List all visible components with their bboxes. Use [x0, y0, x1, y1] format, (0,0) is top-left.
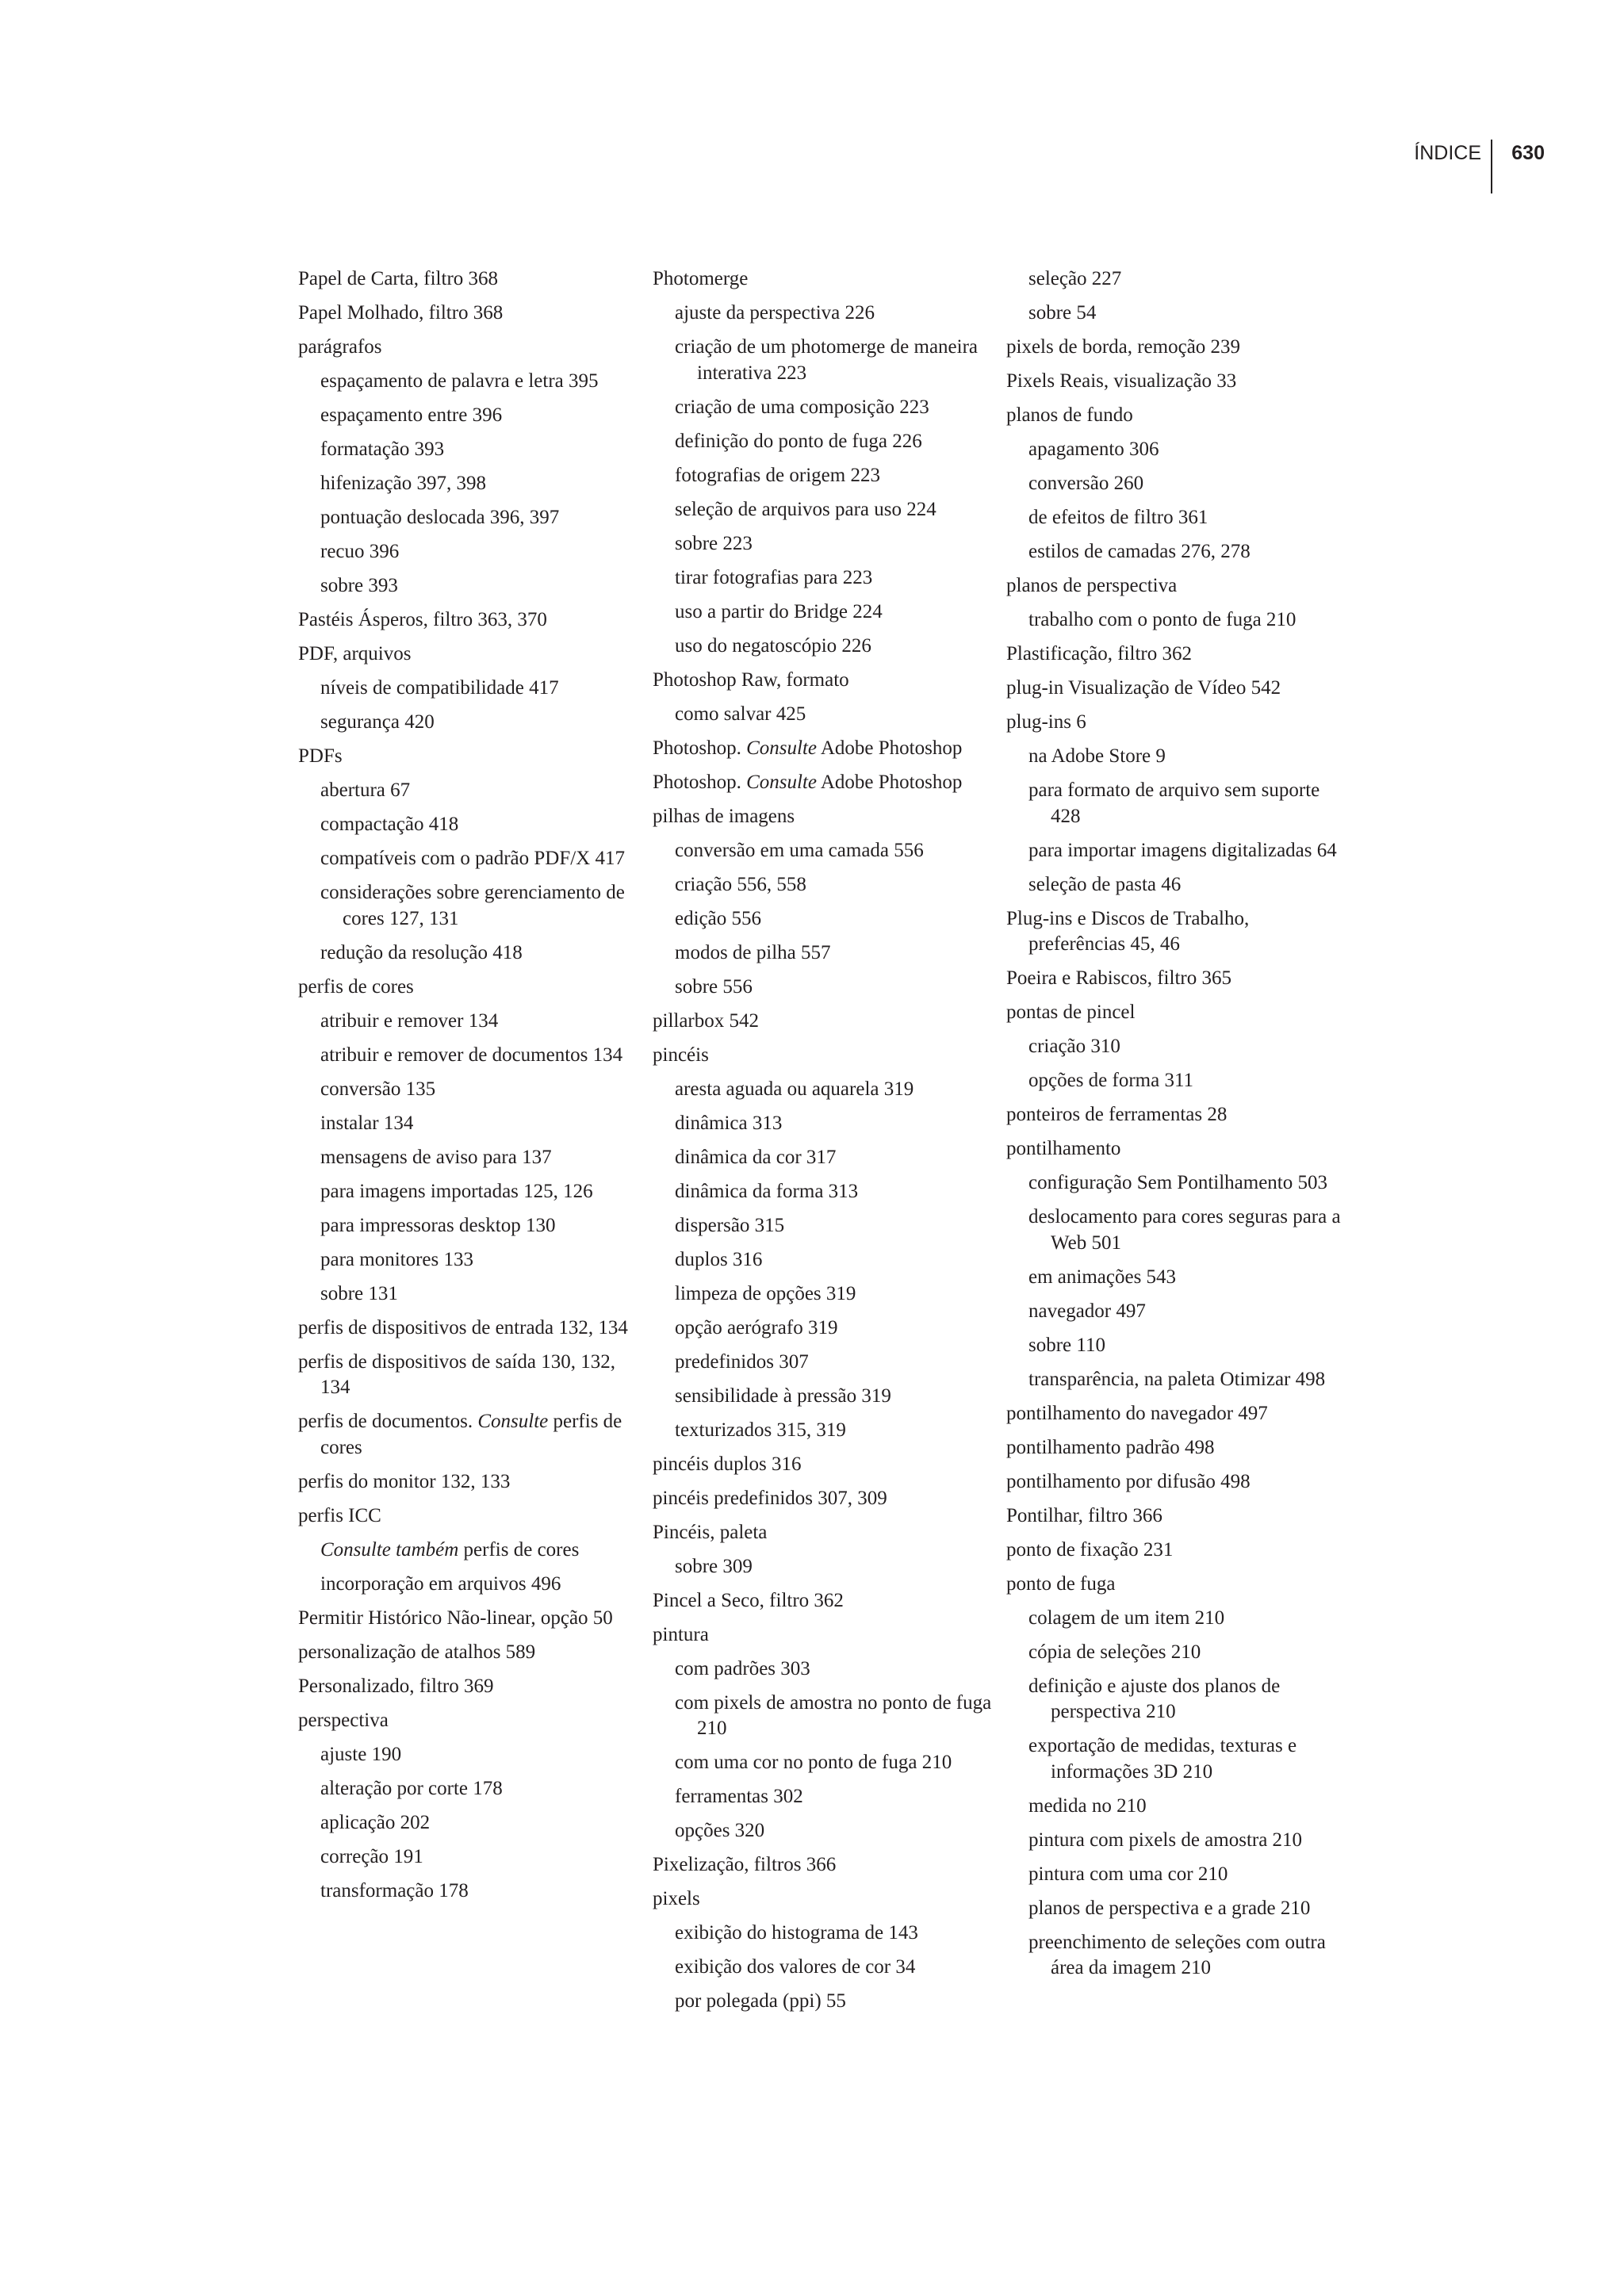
entry-text: pilhas de imagens: [653, 805, 795, 827]
index-subentry: [675, 1691, 994, 1742]
entry-text: sobre 131: [320, 1282, 398, 1304]
index-subentry: [675, 429, 994, 455]
entry-text: dinâmica 313: [675, 1112, 783, 1134]
entry-text: criação de uma composição 223: [675, 396, 929, 418]
index-subentry: [320, 880, 639, 932]
entry-text: ajuste da perspectiva 226: [675, 302, 875, 324]
entry-text: como salvar 425: [675, 703, 806, 725]
entry-text: Photoshop.: [653, 737, 747, 759]
index-entry: [298, 1606, 639, 1632]
entry-text: perfis de dispositivos de saída 130, 132, 134: [298, 1350, 615, 1398]
index-subentry: [1028, 1333, 1347, 1359]
index-subentry: [320, 812, 639, 838]
entry-text: mensagens de aviso para 137: [320, 1146, 552, 1168]
entry-text: por polegada (ppi) 55: [675, 1990, 846, 2012]
entry-text: planos de fundo: [1006, 404, 1133, 426]
entry-text: correção 191: [320, 1845, 423, 1867]
entry-text: Pixelização, filtros 366: [653, 1854, 837, 1875]
entry-text: pintura com pixels de amostra 210: [1028, 1829, 1303, 1851]
index-subentry: [1028, 1068, 1347, 1094]
entry-text: Plastificação, filtro 362: [1006, 643, 1192, 664]
index-subentry: [1028, 1674, 1347, 1725]
entry-text: seleção de pasta 46: [1028, 873, 1182, 895]
entry-text: aplicação 202: [320, 1811, 431, 1833]
index-subentry: [675, 906, 994, 933]
entry-text: perfis de documentos.: [298, 1411, 478, 1432]
entry-text: pincéis: [653, 1044, 709, 1066]
index-subentry: [675, 1784, 994, 1810]
cross-reference: Consulte: [746, 737, 817, 759]
index-entry: [298, 335, 639, 361]
index-subentry: [675, 1656, 994, 1683]
index-subentry: [1028, 607, 1347, 634]
index-entry: [1006, 641, 1347, 668]
index-subentry: [675, 599, 994, 626]
entry-text: preenchimento de seleções com outra área da imagem 210: [1028, 1931, 1326, 1978]
entry-text: pixels de borda, remoção 239: [1006, 336, 1241, 358]
entry-text: colagem de um item 210: [1028, 1607, 1225, 1629]
index-subentry: [320, 1538, 639, 1564]
entry-text: pillarbox 542: [653, 1009, 760, 1032]
index-column-1: [298, 266, 639, 1913]
index-subentry: [1028, 744, 1347, 770]
index-subentry: [675, 1316, 994, 1342]
entry-text: pontilhamento por difusão 498: [1006, 1470, 1251, 1492]
entry-text: plug-ins 6: [1006, 711, 1086, 733]
entry-text: espaçamento entre 396: [320, 404, 503, 426]
entry-text: opções 320: [675, 1820, 765, 1841]
index-subentry: [320, 539, 639, 565]
entry-text: ponteiros de ferramentas 28: [1006, 1104, 1228, 1125]
entry-text: definição e ajuste dos planos de perspectiva 210: [1028, 1675, 1281, 1722]
entry-text-cont: perfis de cores: [458, 1538, 580, 1561]
index-entry: [653, 266, 994, 293]
entry-text: conversão 260: [1028, 473, 1144, 494]
entry-text: para monitores 133: [320, 1248, 474, 1270]
index-subentry: [675, 1554, 994, 1580]
entry-text: apagamento 306: [1028, 439, 1159, 460]
entry-text: trabalho com o ponto de fuga 210: [1028, 609, 1297, 630]
index-subentry: [320, 1009, 639, 1035]
entry-text-cont: perfis de cores: [320, 1411, 622, 1458]
entry-text: sobre 110: [1028, 1334, 1105, 1356]
entry-text: navegador 497: [1028, 1300, 1146, 1322]
index-subentry: [1028, 778, 1347, 829]
index-subentry: [1028, 1794, 1347, 1820]
index-entry: [1006, 573, 1347, 599]
index-subentry: [675, 531, 994, 557]
entry-text: abertura 67: [320, 779, 411, 801]
entry-text: Permitir Histórico Não-linear, opção 50: [298, 1607, 613, 1629]
entry-text: para imagens importadas 125, 126: [320, 1180, 593, 1202]
entry-text: fotografias de origem 223: [675, 464, 880, 486]
index-entry: [653, 770, 994, 796]
index-subentry: [1028, 1265, 1347, 1291]
index-subentry: [320, 437, 639, 463]
index-subentry: [320, 1043, 639, 1069]
entry-text: medida no 210: [1028, 1794, 1147, 1817]
header-divider: [1491, 140, 1492, 193]
entry-text: compactação 418: [320, 814, 459, 835]
entry-text: dispersão 315: [675, 1214, 785, 1236]
entry-text: com padrões 303: [675, 1657, 810, 1679]
section-title: ÍNDICE: [1414, 142, 1481, 164]
entry-text: para impressoras desktop 130: [320, 1214, 556, 1236]
entry-text: compatíveis com o padrão PDF/X 417: [320, 848, 625, 869]
entry-text: configuração Sem Pontilhamento 503: [1028, 1172, 1328, 1193]
index-entry: [298, 1503, 639, 1530]
index-entry: [1006, 676, 1347, 702]
index-entry: [298, 744, 639, 770]
index-entry: [1006, 1136, 1347, 1162]
index-subentry: [1028, 1367, 1347, 1393]
index-entry: [298, 1640, 639, 1666]
index-subentry: [320, 403, 639, 429]
entry-text: com uma cor no ponto de fuga 210: [675, 1752, 952, 1773]
index-subentry: [675, 702, 994, 728]
entry-text: Pincéis, paleta: [653, 1521, 768, 1543]
entry-text: modos de pilha 557: [675, 941, 831, 963]
index-entry: [298, 1316, 639, 1342]
index-subentry: [1028, 1896, 1347, 1922]
index-entry: [1006, 966, 1347, 992]
entry-text: níveis de compatibilidade 417: [320, 677, 559, 699]
index-subentry: [1028, 1606, 1347, 1632]
entry-text: ponto de fuga: [1006, 1572, 1116, 1595]
entry-text: duplos 316: [675, 1248, 763, 1270]
index-subentry: [320, 1179, 639, 1205]
entry-text: para importar imagens digitalizadas 64: [1028, 839, 1337, 861]
index-subentry: [675, 1077, 994, 1103]
index-entry: [298, 1409, 639, 1461]
index-subentry: [675, 497, 994, 523]
entry-text: personalização de atalhos 589: [298, 1641, 536, 1663]
index-subentry: [1028, 301, 1347, 327]
index-subentry: [320, 1742, 639, 1768]
entry-text: pontuação deslocada 396, 397: [320, 507, 560, 528]
entry-text: segurança 420: [320, 711, 435, 733]
entry-text: aresta aguada ou aquarela 319: [675, 1078, 914, 1100]
entry-text: Photoshop.: [653, 771, 747, 793]
index-entry: [1006, 1401, 1347, 1427]
index-entry: [1006, 403, 1347, 429]
entry-text: deslocamento para cores seguras para a Web 501: [1028, 1206, 1341, 1254]
entry-text: Photomerge: [653, 268, 749, 289]
index-subentry: [320, 369, 639, 395]
index-entry: [653, 1486, 994, 1512]
index-subentry: [675, 395, 994, 421]
entry-text: ponto de fixação 231: [1006, 1538, 1174, 1561]
index-entry: [298, 607, 639, 634]
index-subentry: [1028, 471, 1347, 497]
cross-reference: Consulte: [477, 1411, 549, 1432]
entry-text-cont: Adobe Photoshop: [817, 771, 963, 793]
entry-text: estilos de camadas 276, 278: [1028, 541, 1251, 562]
index-entry: [653, 668, 994, 694]
index-entry: [1006, 1000, 1347, 1026]
entry-text: exibição do histograma de 143: [675, 1922, 918, 1944]
index-subentry: [675, 1213, 994, 1239]
entry-text: redução da resolução 418: [320, 941, 523, 963]
entry-text: Papel de Carta, filtro 368: [298, 268, 499, 289]
entry-text: exportação de medidas, texturas e informações 3D 210: [1028, 1735, 1297, 1783]
index-subentry: [320, 710, 639, 736]
index-subentry: [1028, 539, 1347, 565]
entry-text: definição do ponto de fuga 226: [675, 430, 922, 452]
index-entry: [653, 1588, 994, 1614]
entry-text: ajuste 190: [320, 1743, 402, 1765]
entry-text: planos de perspectiva: [1006, 575, 1178, 596]
entry-text: com pixels de amostra no ponto de fuga 210: [675, 1691, 992, 1739]
entry-text: criação de um photomerge de maneira interativa 223: [675, 336, 979, 384]
entry-text: Pincel a Seco, filtro 362: [653, 1589, 844, 1611]
index-subentry: [320, 1111, 639, 1137]
entry-text: pintura: [653, 1623, 709, 1645]
index-subentry: [320, 1281, 639, 1308]
index-subentry: [320, 1776, 639, 1802]
index-subentry: [675, 1750, 994, 1776]
index-entry: [298, 1708, 639, 1734]
cross-reference: Consulte: [746, 771, 817, 793]
entry-text: atribuir e remover 134: [320, 1009, 499, 1032]
index-subentry: [675, 1818, 994, 1844]
entry-text: pontilhamento padrão 498: [1006, 1436, 1215, 1458]
entry-text: pontilhamento do navegador 497: [1006, 1402, 1268, 1424]
index-subentry: [1028, 505, 1347, 531]
index-entry: [1006, 710, 1347, 736]
entry-text: instalar 134: [320, 1112, 414, 1134]
index-subentry: [675, 975, 994, 1001]
entry-text: sobre 54: [1028, 302, 1097, 324]
entry-text: Pontilhar, filtro 366: [1006, 1504, 1162, 1526]
entry-text: pontas de pincel: [1006, 1001, 1136, 1023]
entry-text: Plug-ins e Discos de Trabalho, preferências 45, 46: [1006, 907, 1250, 955]
entry-text: Papel Molhado, filtro 368: [298, 302, 504, 324]
entry-text: alteração por corte 178: [320, 1777, 503, 1799]
entry-text: recuo 396: [320, 541, 400, 562]
entry-text: texturizados 315, 319: [675, 1419, 846, 1441]
index-subentry: [1028, 266, 1347, 293]
entry-text: perspectiva: [298, 1709, 389, 1731]
index-subentry: [675, 565, 994, 592]
index-subentry: [675, 872, 994, 898]
index-subentry: [675, 1179, 994, 1205]
index-subentry: [320, 940, 639, 967]
entry-text: criação 310: [1028, 1036, 1120, 1057]
entry-text: dinâmica da cor 317: [675, 1146, 837, 1168]
index-subentry: [675, 463, 994, 489]
index-subentry: [675, 1955, 994, 1981]
index-subentry: [320, 1572, 639, 1598]
entry-text: edição 556: [675, 907, 761, 929]
entry-text: atribuir e remover de documentos 134: [320, 1044, 623, 1066]
index-subentry: [675, 1384, 994, 1410]
index-subentry: [1028, 1640, 1347, 1666]
index-entry: [1006, 335, 1347, 361]
entry-text: criação 556, 558: [675, 873, 806, 895]
index-subentry: [675, 1350, 994, 1376]
index-subentry: [675, 1989, 994, 2015]
index-subentry: [320, 1145, 639, 1171]
entry-text: sobre 309: [675, 1555, 753, 1577]
entry-text: pincéis duplos 316: [653, 1453, 802, 1475]
index-subentry: [320, 1878, 639, 1905]
index-subentry: [1028, 1204, 1347, 1256]
index-column-3: [1006, 266, 1347, 1990]
index-subentry: [675, 838, 994, 864]
index-subentry: [320, 1844, 639, 1871]
entry-text-cont: Adobe Photoshop: [817, 737, 963, 759]
entry-text: cópia de seleções 210: [1028, 1641, 1201, 1663]
index-subentry: [1028, 1930, 1347, 1982]
index-entry: [653, 736, 994, 762]
entry-text: em animações 543: [1028, 1266, 1177, 1288]
index-entry: [653, 1520, 994, 1546]
index-subentry: [675, 1111, 994, 1137]
entry-text: opções de forma 311: [1028, 1070, 1194, 1091]
entry-text: parágrafos: [298, 336, 382, 358]
index-entry: [1006, 1538, 1347, 1564]
index-subentry: [675, 1145, 994, 1171]
index-entry: [1006, 1572, 1347, 1598]
entry-text: seleção 227: [1028, 268, 1122, 289]
index-subentry: [1028, 1862, 1347, 1888]
index-subentry: [1028, 1299, 1347, 1325]
index-entry: [1006, 369, 1347, 395]
index-subentry: [320, 1077, 639, 1103]
entry-text: Pixels Reais, visualização 33: [1006, 370, 1237, 392]
entry-text: pixels: [653, 1888, 700, 1909]
entry-text: na Adobe Store 9: [1028, 745, 1166, 767]
entry-text: de efeitos de filtro 361: [1028, 507, 1208, 528]
index-subentry: [675, 634, 994, 660]
entry-text: hifenização 397, 398: [320, 473, 486, 494]
entry-text: Pastéis Ásperos, filtro 363, 370: [298, 609, 547, 630]
index-subentry: [675, 1281, 994, 1308]
index-subentry: [675, 335, 994, 386]
index-subentry: [1028, 872, 1347, 898]
index-subentry: [1028, 1733, 1347, 1785]
entry-text: PDF, arquivos: [298, 643, 412, 664]
index-entry: [1006, 1102, 1347, 1128]
index-subentry: [320, 471, 639, 497]
entry-text: limpeza de opções 319: [675, 1282, 856, 1304]
index-entry: [653, 1452, 994, 1478]
index-entry: [298, 266, 639, 293]
entry-text: considerações sobre gerenciamento de cores 127, 131: [320, 882, 625, 929]
index-entry: [1006, 1469, 1347, 1496]
entry-text: uso do negatoscópio 226: [675, 634, 871, 657]
index-entry: [1006, 1435, 1347, 1461]
entry-text: perfis ICC: [298, 1504, 381, 1526]
index-subentry: [320, 778, 639, 804]
entry-text: Photoshop Raw, formato: [653, 668, 849, 691]
entry-text: pintura com uma cor 210: [1028, 1863, 1228, 1885]
entry-text: Personalizado, filtro 369: [298, 1675, 494, 1697]
entry-text: uso a partir do Bridge 224: [675, 600, 883, 622]
index-subentry: [675, 940, 994, 967]
entry-text: perfis do monitor 132, 133: [298, 1470, 511, 1492]
entry-text: espaçamento de palavra e letra 395: [320, 370, 599, 392]
entry-text: PDFs: [298, 745, 343, 767]
entry-text: Poeira e Rabiscos, filtro 365: [1006, 967, 1231, 989]
entry-text: plug-in Visualização de Vídeo 542: [1006, 677, 1281, 699]
entry-text: planos de perspectiva e a grade 210: [1028, 1897, 1311, 1919]
entry-text: perfis de cores: [298, 975, 414, 998]
index-entry: [653, 1043, 994, 1069]
entry-text: tirar fotografias para 223: [675, 566, 873, 588]
index-entry: [653, 1886, 994, 1913]
index-entry: [1006, 906, 1347, 958]
index-subentry: [1028, 1034, 1347, 1060]
index-entry: [1006, 1503, 1347, 1530]
entry-text: pontilhamento: [1006, 1138, 1121, 1159]
index-subentry: [320, 1247, 639, 1273]
index-entry: [653, 1009, 994, 1035]
index-subentry: [675, 1247, 994, 1273]
entry-text: seleção de arquivos para uso 224: [675, 498, 936, 520]
index-subentry: [320, 505, 639, 531]
page-number: 630: [1511, 142, 1545, 164]
index-subentry: [675, 1921, 994, 1947]
entry-text: exibição dos valores de cor 34: [675, 1956, 916, 1978]
entry-text: predefinidos 307: [675, 1350, 809, 1373]
entry-text: opção aerógrafo 319: [675, 1316, 838, 1338]
entry-text: sensibilidade à pressão 319: [675, 1384, 891, 1407]
index-entry: [298, 1674, 639, 1700]
index-subentry: [1028, 437, 1347, 463]
index-subentry: [675, 301, 994, 327]
entry-text: incorporação em arquivos 496: [320, 1572, 561, 1595]
index-subentry: [320, 1213, 639, 1239]
index-subentry: [320, 1810, 639, 1836]
entry-text: sobre 223: [675, 532, 753, 554]
index-subentry: [320, 573, 639, 599]
index-entry: [298, 1469, 639, 1496]
index-subentry: [1028, 1828, 1347, 1854]
index-entry: [298, 1350, 639, 1401]
entry-text: pincéis predefinidos 307, 309: [653, 1487, 887, 1509]
entry-text: sobre 556: [675, 975, 753, 998]
entry-text: formatação 393: [320, 439, 445, 460]
index-subentry: [675, 1418, 994, 1444]
entry-text: conversão em uma camada 556: [675, 839, 924, 861]
index-subentry: [1028, 1170, 1347, 1197]
entry-text: ferramentas 302: [675, 1786, 803, 1807]
index-entry: [298, 641, 639, 668]
entry-text: para formato de arquivo sem suporte 428: [1028, 779, 1320, 827]
entry-text: sobre 393: [320, 575, 398, 596]
cross-reference: Consulte também: [320, 1538, 459, 1561]
entry-text: transparência, na paleta Otimizar 498: [1028, 1368, 1326, 1390]
index-entry: [298, 301, 639, 327]
entry-text: conversão 135: [320, 1078, 436, 1100]
index-entry: [298, 975, 639, 1001]
index-subentry: [1028, 838, 1347, 864]
index-entry: [653, 804, 994, 830]
index-entry: [653, 1852, 994, 1878]
entry-text: dinâmica da forma 313: [675, 1180, 859, 1202]
index-subentry: [320, 676, 639, 702]
index-subentry: [320, 846, 639, 872]
entry-text: transformação 178: [320, 1879, 469, 1901]
index-entry: [653, 1622, 994, 1649]
index-column-2: [653, 266, 994, 2023]
entry-text: perfis de dispositivos de entrada 132, 134: [298, 1316, 628, 1338]
